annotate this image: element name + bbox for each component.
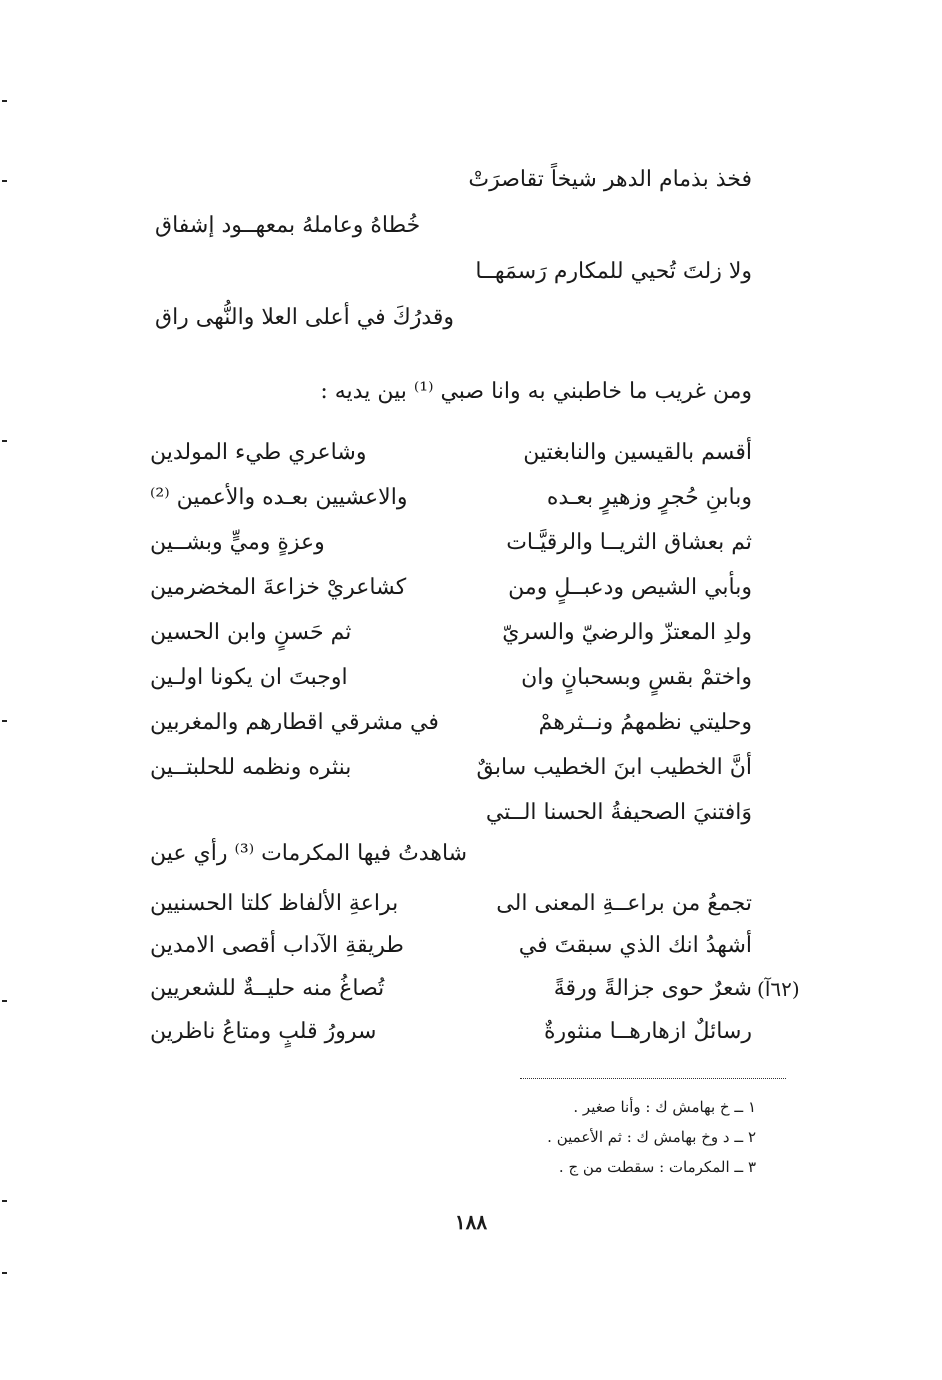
verse-couplet — [150, 617, 752, 649]
verse-couplet — [150, 437, 752, 469]
verse-couplet — [150, 707, 752, 739]
footnote: ٢ ــ د وخ بهامش ك : ثم الأعمين . — [547, 1128, 756, 1146]
second-hemistich: اوجبتَ ان يكونا اولـين — [150, 665, 348, 690]
first-hemistich: شعرٌ حوى جزالةً ورقةً — [553, 976, 752, 1001]
margin-mark — [2, 440, 7, 442]
footnote: ٣ ــ المكرمات : سقطت من ج . — [558, 1158, 756, 1176]
first-hemistich: ولدِ المعتزّ والرضيّ والسريّ — [502, 620, 752, 645]
poem-line: ولا زلتَ تُحيي للمكارم رَسمَهــا — [475, 259, 752, 284]
verse-couplet — [150, 572, 752, 604]
verse-couplet — [150, 797, 752, 829]
second-hemistich: ثم حَسنٍ وابن الحسين — [150, 620, 352, 645]
margin-mark — [2, 180, 7, 182]
first-hemistich: تجمعُ من براعــةِ المعنى الى — [496, 891, 752, 916]
second-hemistich: وشاعري طيء المولدين — [150, 440, 367, 465]
poem-line: فخذ بذمام الدهر شيخاً تقاصرَتْ — [468, 167, 752, 192]
verse-couplet — [150, 838, 752, 870]
first-hemistich: رسائلٌ ازهارهــا منثورةٌ — [544, 1019, 752, 1044]
poem-line: خُطاهُ وعاملهُ بمعهــود إشفاق — [155, 213, 421, 238]
verse-couplet — [150, 527, 752, 559]
second-hemistich: كشاعريْ خزاعةَ المخضرمين — [150, 575, 407, 600]
poem-line: وقدرُكَ في أعلى العلا والنُّهى راق — [155, 305, 455, 330]
first-hemistich: وحليتي نظمهمُ ونــثرهمْ — [538, 710, 752, 735]
first-hemistich: واختمْ بقسٍ وبسحبانٍ وان — [521, 665, 752, 690]
first-hemistich: أنَّ الخطيب ابنَ الخطيب سابقٌ — [476, 755, 752, 780]
second-hemistich: سرورُ قلبٍ ومتاعُ ناظرين — [150, 1019, 377, 1044]
second-hemistich: براعةِ الألفاظ كلتا الحسنيين — [150, 891, 399, 916]
verse-couplet — [150, 752, 752, 784]
verse-couplet — [150, 1016, 752, 1048]
margin-mark — [2, 100, 7, 102]
margin-mark — [2, 1200, 7, 1202]
first-hemistich: وَافتنيَ الصحيفةُ الحسنا الــتي — [485, 800, 752, 825]
second-hemistich: في مشرقي اقطارهم والمغربين — [150, 710, 439, 735]
verse-couplet — [150, 662, 752, 694]
first-hemistich: ثم بعشاق الثريــا والرقيَّـات — [506, 530, 752, 555]
footnote: ١ ــ خ بهامش ك : وأنا صغير . — [573, 1098, 756, 1116]
folio-marker: (٦٢آ) — [757, 977, 800, 1001]
margin-mark — [2, 720, 7, 722]
second-hemistich: بنثره ونظمه للحلبتــين — [150, 755, 352, 780]
footnote-divider — [520, 1078, 786, 1079]
verse-couplet — [150, 482, 752, 514]
second-hemistich: تُصاغُ منه حليــةٌ للشعريين — [150, 976, 385, 1001]
margin-mark — [2, 1000, 7, 1002]
first-hemistich: وبأبي الشيص ودعبــلٍ ومن — [508, 575, 752, 600]
first-hemistich: وبابنِ حُجرٍ وزهيرٍ بعـده — [546, 485, 752, 510]
verse-couplet — [150, 888, 752, 920]
intro-line: ومن غريب ما خاطبني به وانا صبي ⁽¹⁾ بين يديه : — [320, 379, 752, 404]
first-hemistich: أقسم بالقيسين والنابغتين — [523, 440, 752, 465]
second-hemistich: طريقةِ الآداب أقصى الامدين — [150, 933, 404, 958]
first-hemistich: أشهدُ انك الذي سبقتَ في — [518, 933, 752, 958]
second-hemistich: والاعشيين بعـده والأعمين ⁽²⁾ — [150, 485, 408, 510]
page-number: ١٨٨ — [454, 1210, 488, 1234]
margin-mark — [2, 1272, 7, 1274]
verse-couplet — [150, 930, 752, 962]
verse-couplet — [150, 973, 752, 1005]
second-hemistich: شاهدتُ فيها المكرمات ⁽³⁾ رأي عين — [150, 841, 468, 866]
second-hemistich: وعزةٍ وميٍّ وبشــين — [150, 530, 325, 555]
